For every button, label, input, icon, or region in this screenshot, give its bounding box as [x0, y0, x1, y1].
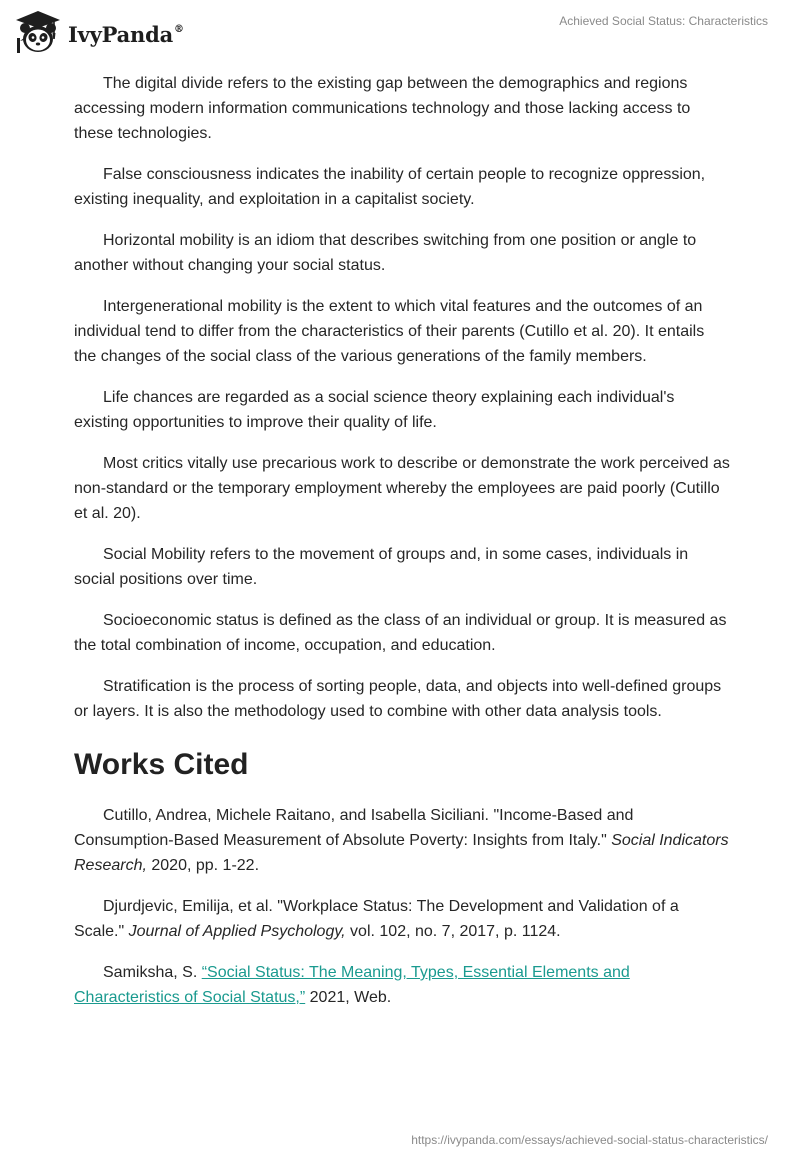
brand-logo[interactable] [14, 8, 184, 56]
essay-body [74, 71, 730, 1026]
citation-journal: Journal of Applied Psychology, [128, 923, 346, 940]
citation-text: vol. 102, no. 7, 2017, p. 1124. [345, 923, 561, 940]
citation-entry [74, 960, 730, 1010]
body-paragraph: The digital divide refers to the existing gap between the demographics and regions accessing modern information communications technology and those lacking access to these technologies. [74, 75, 691, 142]
brand-name: IvyPanda® [68, 21, 184, 47]
panda-logo-icon [14, 8, 62, 56]
body-paragraph: Intergenerational mobility is the extent to which vital features and the outcomes of an individual tend to differ from the characteristics of their parents (Cutillo et al. 20). It entails the changes of the social class of the various generations of the family members. [74, 298, 705, 365]
citation-journal: Social Indicators Research, [74, 832, 729, 874]
works-cited-heading: Works Cited [74, 748, 249, 781]
citation-text: 2021, Web. [305, 989, 392, 1006]
body-paragraph: Horizontal mobility is an idiom that describes switching from one position or angle to another without changing your social status. [74, 232, 697, 274]
citation-text: Cutillo, Andrea, Michele Raitano, and Isabella Siciliani. "Income-Based and Consumption-Based Measurement of Absolute Poverty: Insights from Italy." [74, 807, 634, 849]
registered-mark: ® [174, 23, 184, 35]
footer-url: https://ivypanda.com/essays/achieved-social-status-characteristics/ [411, 1133, 768, 1147]
body-paragraph: Life chances are regarded as a social science theory explaining each individual's existing opportunities to improve their quality of life. [74, 389, 675, 431]
citation-text: Djurdjevic, Emilija, et al. "Workplace Status: The Development and Validation of a Scale." [74, 898, 679, 940]
citation-entry [74, 803, 730, 878]
body-paragraph: Stratification is the process of sorting people, data, and objects into well-defined groups or layers. It is also the methodology used to combine with other data analysis tools. [74, 678, 722, 720]
citation-entry [74, 894, 730, 944]
document-title: Achieved Social Status: Characteristics [559, 14, 768, 28]
body-paragraph: Social Mobility refers to the movement of groups and, in some cases, individuals in social positions over time. [74, 546, 689, 588]
citation-text: 2020, pp. 1-22. [146, 857, 260, 874]
citation-text: Samiksha, S. [103, 964, 202, 981]
body-paragraph: Socioeconomic status is defined as the class of an individual or group. It is measured as the total combination of income, occupation, and education. [74, 612, 727, 654]
body-paragraph: False consciousness indicates the inability of certain people to recognize oppression, existing inequality, and exploitation in a capitalist society. [74, 166, 706, 208]
body-paragraph: Most critics vitally use precarious work to describe or demonstrate the work perceived as non-standard or the temporary employment whereby the employees are paid poorly (Cutillo et al. 20). [74, 455, 730, 522]
citation-link[interactable]: “Social Status: The Meaning, Types, Essential Elements and Characteristics of Social Status,” [74, 964, 630, 1006]
page-header [0, 0, 800, 70]
